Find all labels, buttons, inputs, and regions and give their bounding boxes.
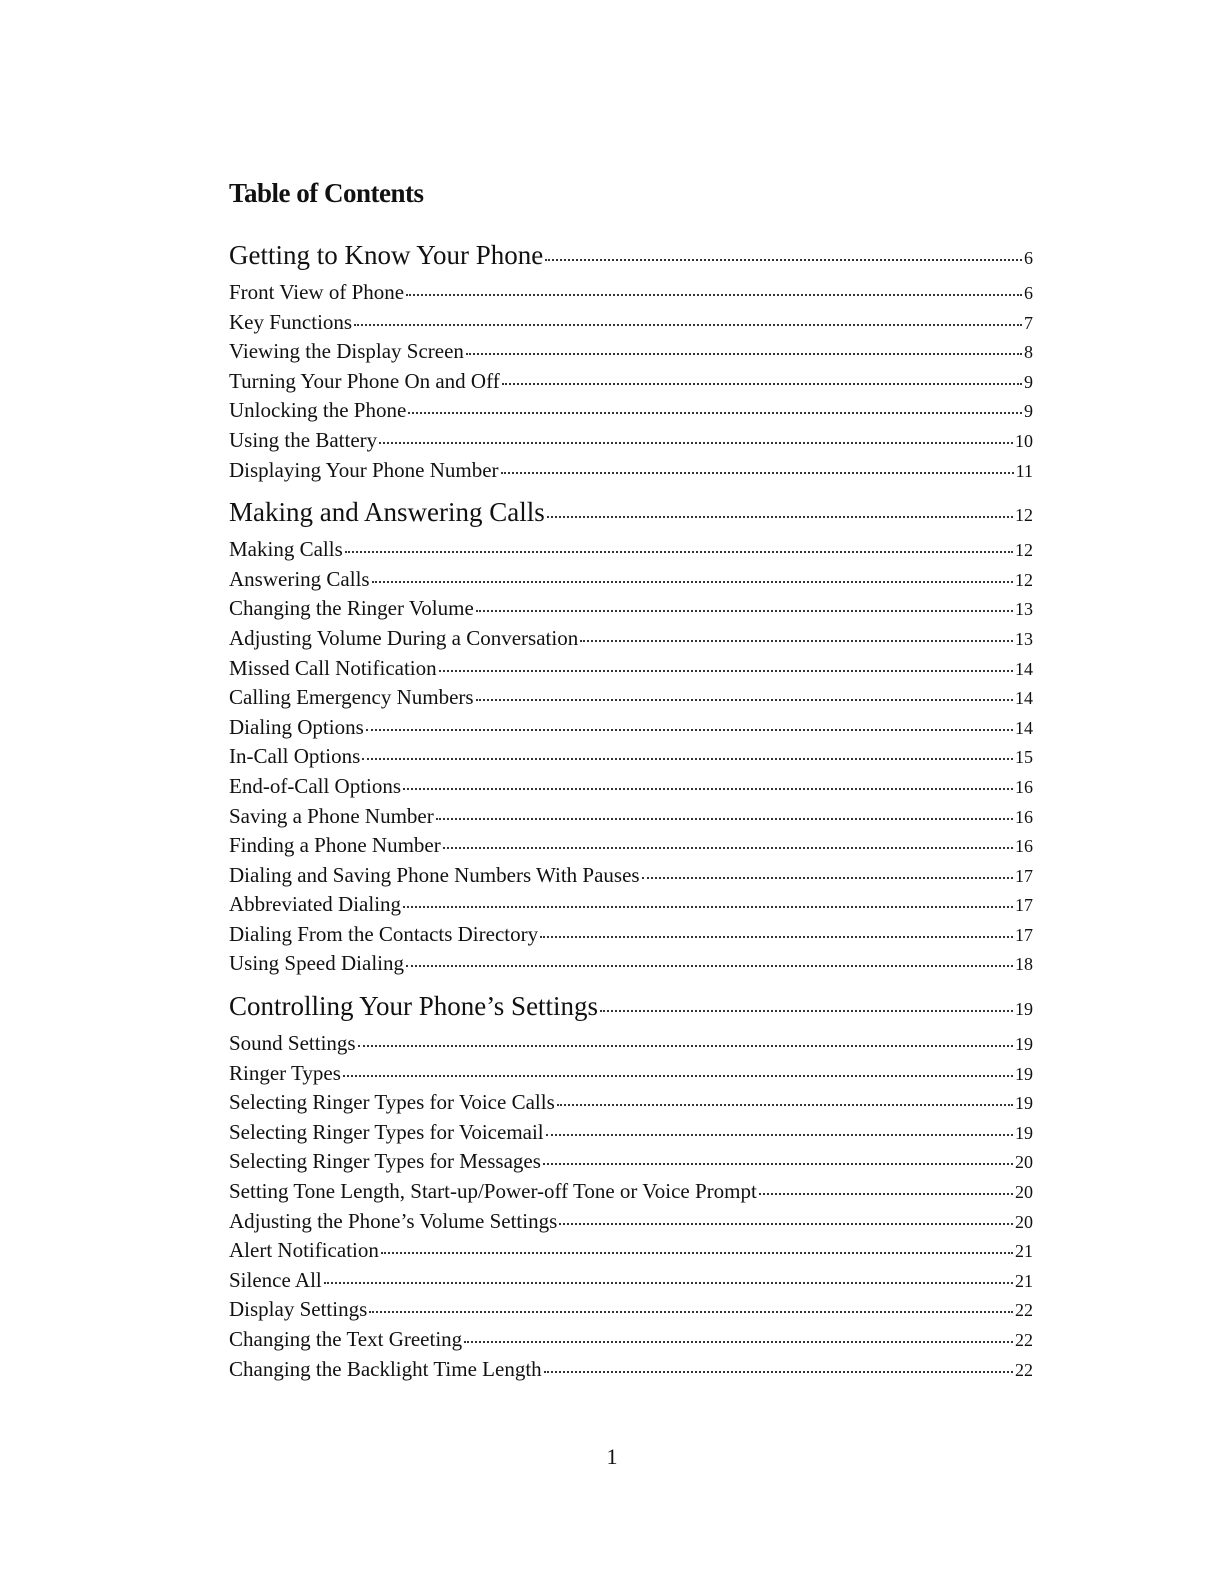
- toc-entry-label: Key Functions: [229, 309, 353, 334]
- toc-entry-label: Selecting Ringer Types for Messages: [229, 1149, 541, 1174]
- toc-entry-page: 9: [1024, 371, 1033, 392]
- toc-section-heading[interactable]: [229, 493, 1033, 531]
- toc-entry-label: Changing the Text Greeting: [229, 1327, 463, 1351]
- dot-leader: [369, 1311, 1013, 1313]
- toc-entry-page: 8: [1024, 342, 1033, 363]
- toc-entry[interactable]: [229, 1325, 1033, 1355]
- toc-entry-page: 21: [1015, 1241, 1033, 1262]
- toc-entry[interactable]: [229, 802, 1033, 832]
- toc-entry-page: 14: [1015, 658, 1033, 679]
- toc-entry[interactable]: [229, 949, 1033, 979]
- toc-entry-page: 22: [1015, 1330, 1033, 1350]
- toc-entry-label: Adjusting Volume During a Conversation: [229, 625, 579, 650]
- toc-entry-page: 19: [1015, 1034, 1033, 1055]
- toc-heading-label: Controlling Your Phone’s Settings: [229, 991, 599, 1022]
- dot-leader: [406, 294, 1022, 296]
- dot-leader: [464, 1341, 1013, 1343]
- toc-entry-page: 17: [1015, 924, 1033, 945]
- page-title: Table of Contents: [229, 178, 424, 208]
- toc-entry[interactable]: [229, 772, 1033, 802]
- dot-leader: [642, 877, 1013, 879]
- toc-entry-page: 20: [1015, 1152, 1033, 1173]
- dot-leader: [379, 442, 1013, 444]
- toc-entry-label: Calling Emergency Numbers: [229, 685, 474, 710]
- toc-entry-label: Abbreviated Dialing: [229, 892, 402, 917]
- toc-entry-page: 14: [1015, 688, 1033, 709]
- toc-entry[interactable]: [229, 920, 1033, 950]
- toc-heading-page: 12: [1015, 505, 1033, 526]
- toc-entry-label: Turning Your Phone On and Off: [229, 368, 500, 393]
- toc-entry-page: 15: [1015, 747, 1033, 768]
- dot-leader: [557, 1104, 1013, 1106]
- toc-entry-label: Setting Tone Length, Start-up/Power-off Tone or Voice Prompt: [229, 1179, 757, 1204]
- toc-entry[interactable]: [229, 1147, 1033, 1177]
- dot-leader: [476, 610, 1013, 612]
- toc-heading-page: 6: [1024, 248, 1033, 268]
- toc-entry-page: 11: [1015, 460, 1033, 481]
- toc-entry-label: Changing the Ringer Volume: [229, 596, 474, 621]
- toc-entry[interactable]: [229, 1295, 1033, 1325]
- toc-entry[interactable]: [229, 624, 1033, 654]
- toc-entry-label: Adjusting the Phone’s Volume Settings: [229, 1208, 558, 1233]
- toc-entry-label: In-Call Options: [229, 744, 361, 769]
- toc-entry-page: 14: [1015, 717, 1033, 738]
- toc-section: [229, 493, 1033, 979]
- toc-heading-label: Getting to Know Your Phone: [229, 240, 544, 270]
- toc-entry-page: 13: [1015, 628, 1033, 649]
- toc-entry-page: 10: [1015, 430, 1033, 451]
- toc-section: [229, 987, 1033, 1384]
- toc-entry-page: 19: [1015, 1093, 1033, 1114]
- dot-leader: [759, 1193, 1013, 1195]
- dot-leader: [466, 353, 1022, 355]
- toc-section: [229, 236, 1033, 485]
- dot-leader: [403, 788, 1013, 790]
- toc-entry-page: 6: [1024, 283, 1033, 303]
- toc-entry[interactable]: [229, 713, 1033, 743]
- toc-entry[interactable]: [229, 308, 1033, 338]
- toc-entry[interactable]: [229, 337, 1033, 367]
- dot-leader: [324, 1282, 1013, 1284]
- toc-entry[interactable]: [229, 831, 1033, 861]
- dot-leader: [354, 324, 1022, 326]
- toc-entry-page: 12: [1015, 569, 1033, 590]
- dot-leader: [559, 1223, 1013, 1225]
- toc-entry[interactable]: [229, 1118, 1033, 1148]
- toc-entry-label: Front View of Phone: [229, 280, 405, 304]
- toc-entry-page: 7: [1024, 312, 1033, 333]
- toc-entry-label: Silence All: [229, 1267, 322, 1292]
- toc-entry-label: Viewing the Display Screen: [229, 339, 464, 364]
- toc-entry-label: End-of-Call Options: [229, 773, 402, 798]
- toc-entry-label: Dialing Options: [229, 714, 364, 739]
- toc-entry-label: Making Calls: [229, 537, 343, 562]
- dot-leader: [502, 383, 1022, 385]
- dot-leader: [362, 758, 1013, 760]
- toc-entry[interactable]: [229, 683, 1033, 713]
- toc-entry-label: Ringer Types: [229, 1060, 341, 1085]
- toc-entry-label: Changing the Backlight Time Length: [229, 1356, 542, 1381]
- toc-entry[interactable]: [229, 742, 1033, 772]
- toc-entry[interactable]: [229, 1207, 1033, 1237]
- dot-leader: [439, 670, 1013, 672]
- table-of-contents: [229, 236, 1033, 1384]
- dot-leader: [580, 640, 1013, 642]
- dot-leader: [547, 516, 1013, 518]
- dot-leader: [345, 551, 1013, 553]
- dot-leader: [543, 1163, 1013, 1165]
- dot-leader: [381, 1252, 1013, 1254]
- dot-leader: [501, 472, 1014, 474]
- toc-entry-page: 20: [1015, 1211, 1033, 1232]
- dot-leader: [544, 1371, 1013, 1373]
- toc-entry-label: Answering Calls: [229, 566, 370, 591]
- toc-entry-label: Missed Call Notification: [229, 655, 437, 680]
- toc-entry-page: 12: [1015, 540, 1033, 561]
- toc-section-heading[interactable]: [229, 236, 1033, 274]
- toc-entry[interactable]: [229, 1236, 1033, 1266]
- toc-entry-label: Dialing From the Contacts Directory: [229, 921, 539, 946]
- toc-entry-label: Dialing and Saving Phone Numbers With Pauses: [229, 862, 640, 887]
- toc-entry-label: Using the Battery: [229, 427, 378, 452]
- dot-leader: [343, 1075, 1013, 1077]
- toc-entry[interactable]: [229, 654, 1033, 684]
- toc-entry-label: Sound Settings: [229, 1031, 356, 1056]
- dot-leader: [403, 906, 1013, 908]
- toc-entry-label: Displaying Your Phone Number: [229, 457, 499, 482]
- dot-leader: [443, 847, 1013, 849]
- toc-entry[interactable]: [229, 565, 1033, 595]
- toc-entry[interactable]: [229, 1266, 1033, 1296]
- dot-leader: [545, 259, 1022, 261]
- toc-entry-page: 20: [1015, 1182, 1033, 1203]
- toc-entry[interactable]: [229, 396, 1033, 426]
- toc-entry[interactable]: [229, 1059, 1033, 1089]
- toc-entry-page: 13: [1015, 599, 1033, 620]
- toc-entry-page: 16: [1015, 806, 1033, 827]
- dot-leader: [600, 1010, 1013, 1012]
- toc-entry-label: Display Settings: [229, 1297, 368, 1322]
- toc-entry[interactable]: [229, 1355, 1033, 1385]
- toc-entry[interactable]: [229, 1088, 1033, 1118]
- dot-leader: [540, 936, 1013, 938]
- toc-entry[interactable]: [229, 535, 1033, 565]
- dot-leader: [372, 581, 1013, 583]
- dot-leader: [366, 729, 1013, 731]
- toc-entry-page: 16: [1015, 776, 1033, 797]
- page-number: 1: [606, 1444, 618, 1469]
- toc-entry-page: 22: [1015, 1359, 1033, 1380]
- toc-entry-page: 19: [1015, 1122, 1033, 1143]
- toc-entry-page: 21: [1015, 1270, 1033, 1291]
- toc-entry-page: 16: [1015, 836, 1033, 857]
- toc-entry-page: 9: [1024, 401, 1033, 422]
- toc-entry-page: 17: [1015, 865, 1033, 886]
- toc-entry-page: 18: [1015, 954, 1033, 975]
- toc-entry[interactable]: [229, 1177, 1033, 1207]
- toc-entry-label: Unlocking the Phone: [229, 398, 407, 423]
- dot-leader: [406, 965, 1013, 967]
- dot-leader: [476, 699, 1013, 701]
- toc-entry[interactable]: [229, 861, 1033, 891]
- toc-entry-label: Saving a Phone Number: [229, 803, 434, 828]
- toc-entry-page: 22: [1015, 1300, 1033, 1321]
- toc-entry[interactable]: [229, 456, 1033, 486]
- toc-entry[interactable]: [229, 278, 1033, 308]
- toc-entry-label: Alert Notification: [229, 1238, 379, 1263]
- toc-entry-label: Selecting Ringer Types for Voicemail: [229, 1119, 544, 1144]
- toc-entry[interactable]: [229, 890, 1033, 920]
- toc-heading-page: 19: [1015, 999, 1033, 1020]
- toc-entry[interactable]: [229, 594, 1033, 624]
- toc-entry-label: Finding a Phone Number: [229, 833, 441, 858]
- dot-leader: [358, 1045, 1013, 1047]
- toc-entry[interactable]: [229, 426, 1033, 456]
- dot-leader: [546, 1134, 1013, 1136]
- toc-heading-label: Making and Answering Calls: [229, 497, 545, 528]
- toc-entry[interactable]: [229, 367, 1033, 397]
- toc-entry-page: 19: [1015, 1063, 1033, 1084]
- dot-leader: [408, 412, 1022, 414]
- toc-entry-page: 17: [1015, 895, 1033, 916]
- dot-leader: [436, 818, 1013, 820]
- toc-entry[interactable]: [229, 1029, 1033, 1059]
- toc-entry-label: Using Speed Dialing: [229, 951, 404, 976]
- toc-section-heading[interactable]: [229, 987, 1033, 1025]
- toc-entry-label: Selecting Ringer Types for Voice Calls: [229, 1090, 555, 1115]
